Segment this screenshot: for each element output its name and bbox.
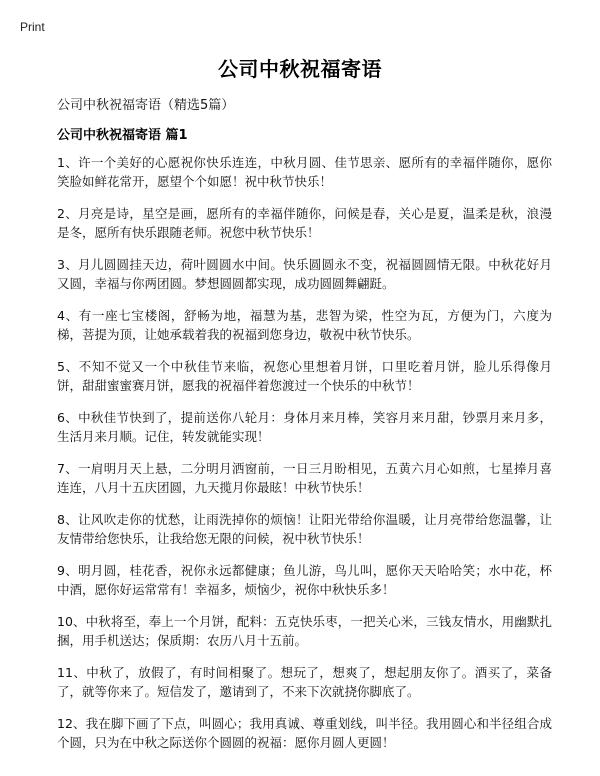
paragraph-10: 10、中秋将至，奉上一个月饼，配料：五克快乐枣，一把关心米，三钱友情水，用幽默扎捆，用手机送达；保质期：农历八月十五前。 [57,614,552,648]
paragraph-4: 4、有一座七宝楼阁，舒畅为地，福慧为基，悲智为梁，性空为瓦，方便为门，六度为梯，菩提为顶，让她承载着我的祝福到您身边，敬祝中秋节快乐。 [57,308,552,342]
paragraph-12: 12、我在脚下画了下点，叫圆心；我用真诚、尊重划线，叫半径。我用圆心和半径组合成个圆，只为在中秋之际送你个圆圆的祝福：愿你月圆人更圆！ [57,716,552,750]
document-subtitle: 公司中秋祝福寄语（精选5篇） [57,98,235,113]
paragraph-6: 6、中秋佳节快到了，提前送你八轮月：身体月来月棒，笑容月来月甜，钞票月来月多，生活月来月顺。记住，转发就能实现！ [57,410,552,444]
paragraph-7: 7、一肩明月天上悬，二分明月洒窗前，一日三月盼相见，五黄六月心如煎，七星捧月喜连连，八月十五庆团圆，九天揽月你最眩！中秋节快乐！ [57,461,552,495]
page-title: 公司中秋祝福寄语 [218,57,382,81]
paragraph-3: 3、月儿圆圆挂天边，荷叶圆圆水中间。快乐圆圆永不变，祝福圆圆情无限。中秋花好月又圆，幸福与你两团圆。梦想圆圆都实现，成功圆圆舞翩跹。 [57,257,552,291]
print-link[interactable]: Print [20,20,45,34]
paragraph-2: 2、月亮是诗，星空是画，愿所有的幸福伴随你，问候是春，关心是夏，温柔是秋，浪漫是冬，愿所有快乐跟随老师。祝您中秋节快乐！ [57,206,552,240]
paragraph-8: 8、让风吹走你的忧愁，让雨洗掉你的烦恼！让阳光带给你温暖，让月亮带给您温馨，让友情带给您快乐，让我给您无限的问候，祝中秋节快乐！ [57,512,552,546]
article-body [57,153,552,765]
paragraph-9: 9、明月圆，桂花香，祝你永远都健康；鱼儿游，鸟儿叫，愿你天天哈哈笑；水中花，杯中酒，愿你好运常常有！幸福多，烦恼少，祝你中秋快乐多！ [57,563,552,597]
section-heading: 公司中秋祝福寄语 篇1 [57,128,188,143]
paragraph-11: 11、中秋了，放假了，有时间相聚了。想玩了，想爽了，想起朋友你了。酒买了，菜备了，就等你来了。短信发了，邀请到了，不来下次就挠你脚底了。 [57,665,552,699]
paragraph-1: 1、许一个美好的心愿祝你快乐连连，中秋月圆、佳节思亲、愿所有的幸福伴随你，愿你笑脸如鲜花常开，愿望个个如愿！祝中秋节快乐！ [57,155,552,189]
paragraph-5: 5、不知不觉又一个中秋佳节来临，祝您心里想着月饼，口里吃着月饼，脸儿乐得像月饼，甜甜蜜蜜赛月饼，愿我的祝福伴着您渡过一个快乐的中秋节！ [57,359,552,393]
